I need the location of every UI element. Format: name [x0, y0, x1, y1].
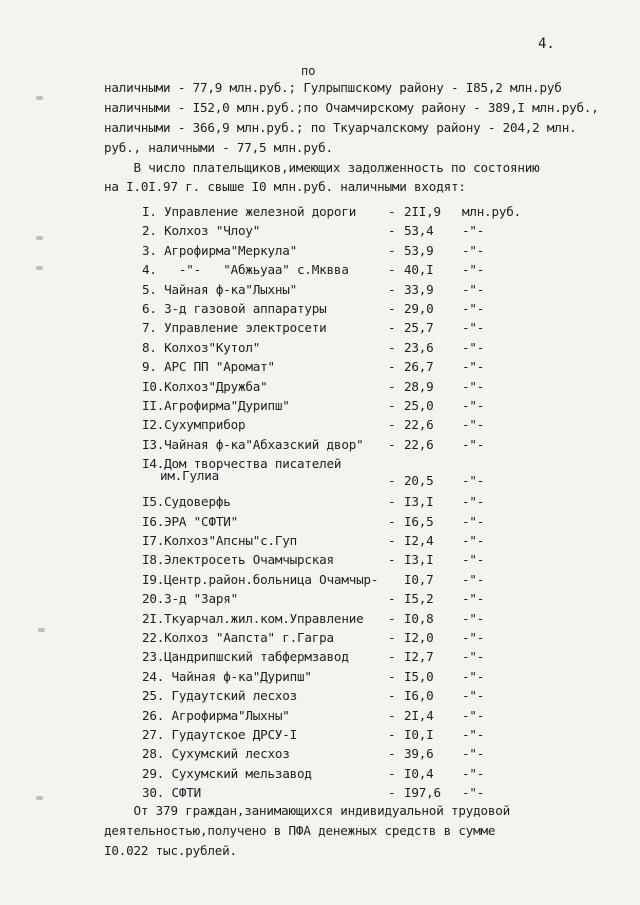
item-dash: - [388, 727, 396, 742]
item-label: 29. Сухумский мельзавод [142, 765, 312, 781]
item-value: I0,I [404, 727, 434, 742]
item-value: 20,5 [404, 473, 434, 489]
item-unit: -"- [462, 473, 485, 489]
item-label: 6. З-д газовой аппаратуры [142, 301, 327, 316]
item-dash: - [388, 765, 396, 781]
item-dash: - [388, 746, 396, 762]
scan-mark [36, 96, 43, 100]
item-unit: -"- [462, 688, 485, 704]
item-dash: - [388, 688, 396, 704]
item-dash: - [388, 436, 396, 452]
item-label: 9. АРС ПП "Аромат" [142, 359, 275, 375]
list-item [0, 243, 640, 262]
item-label: I8.Электросеть Очамчырская [142, 552, 334, 568]
item-value: 22,6 [404, 436, 434, 452]
item-dash: - [388, 533, 396, 548]
item-value: 23,6 [404, 339, 434, 355]
intro-line-3: наличными - 366,9 млн.руб.; по Ткуарчалскому району - 204,2 млн. [104, 120, 577, 135]
item-value: 26,7 [404, 359, 434, 375]
item-unit: -"- [462, 339, 485, 355]
item-dash: - [388, 339, 396, 355]
item-unit: -"- [462, 610, 485, 626]
list-item [0, 282, 640, 301]
item-value: I5,0 [404, 668, 434, 684]
item-unit: -"- [462, 746, 485, 762]
list-item [0, 708, 640, 727]
item-unit: -"- [462, 727, 485, 742]
item-label: 28. Сухумский лесхоз [142, 746, 290, 762]
item-label: 7. Управление электросети [142, 320, 327, 336]
item-value: 25,7 [404, 320, 434, 336]
item-dash: - [388, 398, 396, 413]
item-value: I3,I [404, 552, 434, 568]
list-item [0, 727, 640, 746]
list-item [0, 204, 640, 223]
item-unit: -"- [462, 571, 485, 587]
item-label: 25. Гудаутский лесхоз [142, 688, 298, 704]
item-label: 3. Агрофирма"Меркула" [142, 242, 298, 258]
item-dash: - [388, 204, 396, 219]
list-item [0, 437, 640, 456]
item-label: I7.Колхоз"Апсны"с.Гуп [142, 533, 298, 548]
paragraph-line-1: В число плательщиков,имеющих задолженность по состоянию [104, 160, 540, 175]
item-label: 8. Колхоз"Кутол" [142, 339, 261, 355]
list-item [0, 591, 640, 610]
item-unit: -"- [462, 436, 485, 452]
handwritten-insert: по [301, 64, 316, 78]
list-item [0, 456, 640, 489]
item-label: I3.Чайная ф-ка"Абхазский двор" [142, 436, 364, 452]
item-label-continuation: им.Гулиа [160, 468, 220, 484]
list-item [0, 552, 640, 571]
list-item [0, 320, 640, 339]
item-dash: - [388, 494, 396, 510]
list-item [0, 649, 640, 668]
list-item [0, 262, 640, 281]
paragraph-line-2: на I.0I.97 г. свыше I0 млн.руб. наличными входят: [104, 179, 466, 194]
item-label: I9.Центр.район.больница Очамчыр- [142, 571, 379, 587]
item-unit: -"- [462, 242, 485, 258]
item-dash: - [388, 552, 396, 568]
closing-line-1: От 379 граждан,занимающихся индивидуальной трудовой [104, 803, 511, 818]
item-value: I3,I [404, 494, 434, 510]
item-value: 40,I [404, 262, 434, 278]
list-item [0, 379, 640, 398]
scan-mark [36, 796, 43, 800]
item-value: I2,7 [404, 649, 434, 665]
item-dash: - [388, 320, 396, 336]
page-number: 4. [538, 36, 555, 52]
item-unit: -"- [462, 649, 485, 665]
item-unit: -"- [462, 262, 485, 278]
item-value: 2II,9 [404, 204, 441, 219]
list-item [0, 514, 640, 533]
item-value: I6,5 [404, 513, 434, 529]
item-label: I5.Судоверфь [142, 494, 231, 510]
item-dash: - [388, 223, 396, 239]
list-item [0, 301, 640, 320]
item-unit: -"- [462, 223, 485, 239]
item-label: I. Управление железной дороги [142, 204, 357, 219]
item-dash: - [388, 242, 396, 258]
closing-line-3: I0.022 тыс.рублей. [104, 843, 237, 858]
item-unit: -"- [462, 281, 485, 297]
item-value: 33,9 [404, 281, 434, 297]
item-label: 23.Цандрипшский табфермзавод [142, 649, 349, 665]
item-label: 5. Чайная ф-ка"Лыхны" [142, 281, 298, 297]
item-unit: -"- [462, 513, 485, 529]
item-unit: -"- [462, 668, 485, 684]
item-value: I2,4 [404, 533, 434, 548]
item-label: 22.Колхоз "Аапста" г.Гагра [142, 630, 334, 645]
item-dash: - [388, 707, 396, 723]
item-dash: - [388, 610, 396, 626]
item-unit: -"- [462, 398, 485, 413]
intro-line-1: наличными - 77,9 млн.руб.; Гулрыпшскому району - I85,2 млн.руб [104, 80, 562, 95]
list-item [0, 630, 640, 649]
item-dash: - [388, 473, 396, 489]
item-unit: -"- [462, 359, 485, 375]
item-dash: - [388, 630, 396, 645]
item-label: 2I.Ткуарчал.жил.ком.Управление [142, 610, 364, 626]
item-unit: -"- [462, 378, 485, 394]
item-value: I6,0 [404, 688, 434, 704]
item-value: I0,7 [404, 571, 434, 587]
item-value: 28,9 [404, 378, 434, 394]
item-dash: - [388, 668, 396, 684]
item-label: I0.Колхоз"Дружба" [142, 378, 268, 394]
list-item [0, 688, 640, 707]
item-value: I2,0 [404, 630, 434, 645]
scan-mark [38, 628, 45, 632]
item-value: 53,4 [404, 223, 434, 239]
item-unit: -"- [462, 494, 485, 510]
item-unit: -"- [462, 785, 485, 801]
list-item [0, 494, 640, 513]
item-dash: - [388, 281, 396, 297]
list-item [0, 359, 640, 378]
item-unit: -"- [462, 533, 485, 548]
item-label: I4.Дом творчества писателей [142, 456, 342, 472]
item-label: II.Агрофирма"Дурипш" [142, 398, 290, 413]
item-label: 26. Агрофирма"Лыхны" [142, 707, 290, 723]
item-value: I0,8 [404, 610, 434, 626]
item-dash: - [388, 513, 396, 529]
item-dash: - [388, 649, 396, 665]
item-dash: - [388, 417, 396, 433]
item-value: I97,6 [404, 785, 441, 801]
item-unit: -"- [462, 417, 485, 433]
intro-line-2: наличными - I52,0 млн.руб.;по Очамчирскому району - 389,I млн.руб., [104, 100, 599, 115]
intro-line-4: руб., наличными - 77,5 млн.руб. [104, 140, 333, 155]
item-label: 24. Чайная ф-ка"Дурипш" [142, 668, 312, 684]
item-label: I2.Сухумприбор [142, 417, 246, 433]
item-dash: - [388, 378, 396, 394]
scan-mark [36, 236, 43, 240]
item-unit: -"- [462, 301, 485, 316]
item-value: 22,6 [404, 417, 434, 433]
item-value: 39,6 [404, 746, 434, 762]
item-unit: млн.руб. [462, 204, 522, 219]
item-label: I6.ЭРА "СФТИ" [142, 513, 238, 529]
list-item [0, 669, 640, 688]
list-item [0, 766, 640, 785]
list-item [0, 398, 640, 417]
closing-line-2: деятельностью,получено в ПФА денежных средств в сумме [104, 823, 496, 838]
item-dash: - [388, 359, 396, 375]
item-label: 2. Колхоз "Члоу" [142, 223, 261, 239]
item-label: 4. -"- "Абжьуаа" с.Мквва [142, 262, 349, 278]
item-value: 29,0 [404, 301, 434, 316]
item-value: 2I,4 [404, 707, 434, 723]
scan-mark [36, 266, 43, 270]
item-label: 20.З-д "Заря" [142, 591, 238, 607]
list-item [0, 611, 640, 630]
item-dash: - [388, 262, 396, 278]
item-dash: - [388, 591, 396, 607]
item-dash: - [388, 785, 396, 801]
item-unit: -"- [462, 591, 485, 607]
item-label: 27. Гудаутское ДРСУ-I [142, 727, 298, 742]
list-item [0, 533, 640, 552]
item-value: I5,2 [404, 591, 434, 607]
item-unit: -"- [462, 552, 485, 568]
item-value: 53,9 [404, 242, 434, 258]
item-unit: -"- [462, 765, 485, 781]
list-item [0, 417, 640, 436]
list-item [0, 223, 640, 242]
list-item [0, 340, 640, 359]
list-item [0, 572, 640, 591]
item-label: 30. СФТИ [142, 785, 202, 801]
item-unit: -"- [462, 320, 485, 336]
item-value: 25,0 [404, 398, 434, 413]
list-item [0, 785, 640, 804]
item-unit: -"- [462, 707, 485, 723]
item-dash: - [388, 301, 396, 316]
list-item [0, 746, 640, 765]
item-unit: -"- [462, 630, 485, 645]
item-value: I0,4 [404, 765, 434, 781]
